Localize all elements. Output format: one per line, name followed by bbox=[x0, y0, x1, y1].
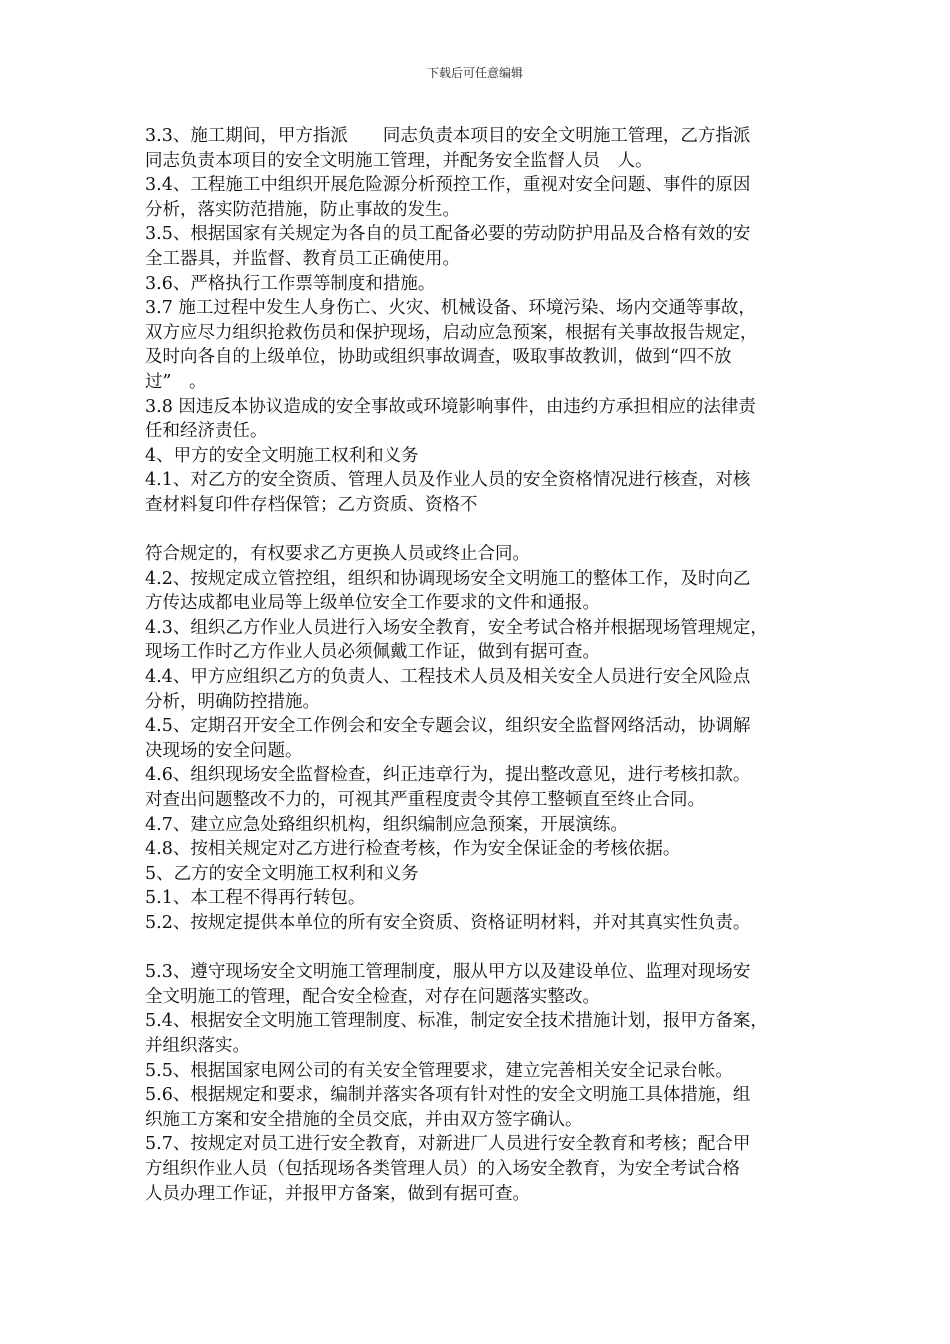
text-line: 5.7、按规定对员工进行安全教育，对新进厂人员进行安全教育和考核；配合甲 bbox=[145, 1134, 751, 1155]
text-line: 方传达成都电业局等上级单位安全工作要求的文件和通报。 bbox=[145, 593, 600, 614]
text-line: 方组织作业人员（包括现场各类管理人员）的入场安全教育，为安全考试合格 bbox=[145, 1158, 740, 1179]
text-line: 4.1、对乙方的安全资质、管理人员及作业人员的安全资格情况进行核查，对核 bbox=[145, 470, 751, 491]
text-line: 4.2、按规定成立管控组，组织和协调现场安全文明施工的整体工作，及时向乙 bbox=[145, 568, 751, 589]
text-line: 4.5、定期召开安全工作例会和安全专题会议，组织安全监督网络活动，协调解 bbox=[145, 716, 751, 737]
text-line: 5.5、根据国家电网公司的有关安全管理要求，建立完善相关安全记录台帐。 bbox=[145, 1060, 733, 1081]
text-line: 4.6、组织现场安全监督检查，纠正违章行为，提出整改意见，进行考核扣款。 bbox=[145, 765, 751, 786]
text-line: 3.5、根据国家有关规定为各自的员工配备必要的劳动防护用品及合格有效的安 bbox=[145, 224, 751, 245]
text-line: 全工器具，并监督、教育员工正确使用。 bbox=[145, 248, 460, 269]
text-line: 过” 。 bbox=[145, 371, 207, 392]
text-line: 符合规定的，有权要求乙方更换人员或终止合同。 bbox=[145, 544, 530, 565]
text-line: 4.8、按相关规定对乙方进行检查考核，作为安全保证金的考核依据。 bbox=[145, 839, 681, 860]
section-heading: 5、乙方的安全文明施工权利和义务 bbox=[145, 863, 419, 884]
text-line: 全文明施工的管理，配合安全检查，对存在问题落实整改。 bbox=[145, 986, 600, 1007]
text-line: 3.8 因违反本协议造成的安全事故或环境影响事件，由违约方承担相应的法律责 bbox=[145, 396, 756, 417]
text-line: 3.7 施工过程中发生人身伤亡、火灾、机械设备、环境污染、场内交通等事故， bbox=[145, 298, 756, 319]
page-header: 下载后可任意编辑 bbox=[426, 66, 523, 80]
text-line: 3.3、施工期间，甲方指派 同志负责本项目的安全文明施工管理，乙方指派 bbox=[145, 126, 751, 146]
text-line: 任和经济责任。 bbox=[145, 421, 268, 442]
text-line: 对查出问题整改不力的，可视其严重程度责令其停工整顿直至终止合同。 bbox=[145, 790, 705, 811]
section-heading: 4、甲方的安全文明施工权利和义务 bbox=[145, 445, 419, 466]
text-line: 分析，落实防范措施，防止事故的发生。 bbox=[145, 199, 460, 220]
text-line: 5.6、根据规定和要求，编制并落实各项有针对性的安全文明施工具体措施，组 bbox=[145, 1085, 751, 1106]
blank-line bbox=[145, 518, 815, 543]
text-line: 4.4、甲方应组织乙方的负责人、工程技术人员及相关安全人员进行安全风险点 bbox=[145, 667, 751, 688]
text-line: 3.6、严格执行工作票等制度和措施。 bbox=[145, 273, 436, 294]
text-line: 4.3、组织乙方作业人员进行入场安全教育，安全考试合格并根据现场管理规定， bbox=[145, 617, 768, 638]
text-line: 3.4、工程施工中组织开展危险源分析预控工作，重视对安全问题、事件的原因 bbox=[145, 175, 751, 196]
text-line: 5.3、遵守现场安全文明施工管理制度，服从甲方以及建设单位、监理对现场安 bbox=[145, 962, 751, 983]
text-line: 5.2、按规定提供本单位的所有安全资质、资格证明材料，并对其真实性负责。 bbox=[145, 913, 751, 933]
text-line: 4.7、建立应急处臵组织机构，组织编制应急预案，开展演练。 bbox=[145, 814, 628, 835]
text-line: 5.1、本工程不得再行转包。 bbox=[145, 888, 366, 909]
text-line: 人员办理工作证，并报甲方备案，做到有据可查。 bbox=[145, 1183, 530, 1204]
text-line: 5.4、根据安全文明施工管理制度、标准，制定安全技术措施计划，报甲方备案， bbox=[145, 1011, 768, 1032]
text-line: 决现场的安全问题。 bbox=[145, 740, 303, 761]
text-line: 织施工方案和安全措施的全员交底，并由双方签字确认。 bbox=[145, 1109, 583, 1130]
text-line: 同志负责本项目的安全文明施工管理，并配务安全监督人员 人。 bbox=[145, 150, 653, 171]
text-line: 分析，明确防控措施。 bbox=[145, 691, 320, 712]
text-line: 并组织落实。 bbox=[145, 1035, 250, 1056]
text-line: 查材料复印件存档保管；乙方资质、资格不 bbox=[145, 494, 478, 515]
text-line: 双方应尽力组织抢救伤员和保护现场，启动应急预案，根据有关事故报告规定， bbox=[145, 322, 758, 343]
blank-line bbox=[145, 936, 815, 961]
text-line: 现场工作时乙方作业人员必须佩戴工作证，做到有据可查。 bbox=[145, 642, 600, 663]
text-line: 及时向各自的上级单位，协助或组织事故调查，吸取事故教训，做到“四不放 bbox=[145, 347, 732, 368]
document-body bbox=[145, 124, 815, 1206]
